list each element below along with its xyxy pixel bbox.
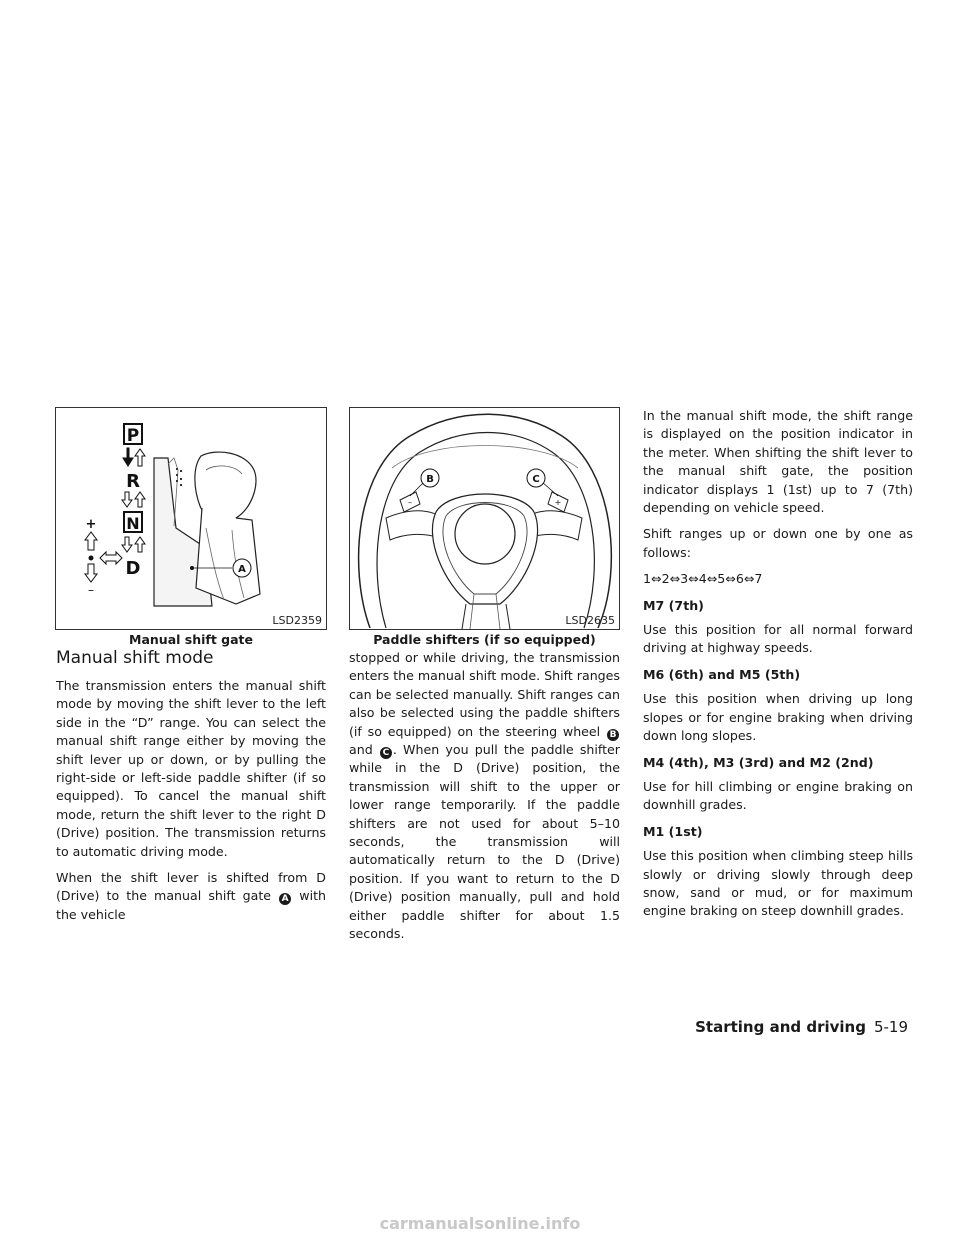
paragraph-text: with the vehicle <box>56 888 326 922</box>
figure-code: LSD2359 <box>272 614 322 627</box>
steering-wheel-illustration <box>350 408 619 629</box>
callout-a-marker: A <box>279 893 291 905</box>
callout-a-label: A <box>238 564 246 575</box>
section-title: Manual shift mode <box>56 648 214 668</box>
paragraph-text: and <box>349 742 379 758</box>
paragraph-text: stopped or while driving, the transmission enters the manual shift mode. Shift ranges can be selected manually. Shift ranges can also be selected using the paddle shifters (if so equipped) on the steering wheel <box>349 650 620 739</box>
range-heading: M6 (6th) and M5 (5th) <box>643 666 801 682</box>
gear-r-label: R <box>126 471 140 492</box>
figure-paddle-shifters <box>349 407 620 630</box>
shift-gate-illustration <box>56 408 326 629</box>
figure-caption: Manual shift gate <box>129 632 253 647</box>
paragraph: Use this position when climbing steep hills slowly or driving slowly through deep snow, sand or mud, or for maximum engine braking on steep downhill grades. <box>643 848 913 919</box>
paragraph: In the manual shift mode, the shift range is displayed on the position indicator in the meter. When shifting the shift lever to the manual shift gate, the position indicator displays 1 (1st) up to 7 (7th) depending on vehicle speed. <box>643 408 913 516</box>
footer-section: Starting and driving <box>695 1018 866 1036</box>
gear-d-label: D <box>125 558 141 579</box>
range-heading: M4 (4th), M3 (3rd) and M2 (2nd) <box>643 754 874 770</box>
paragraph: The transmission enters the manual shift mode by moving the shift lever to the left side in the “D” range. You can select the manual shift range either by moving the shift lever up or down, or by pulling the right-side or left-side paddle shifter (if so equipped). To cancel the manual shift mode, return the shift lever to the right D (Drive) position. The transmission returns to automatic driving mode. <box>56 678 326 859</box>
callout-b-marker: B <box>607 729 619 741</box>
gate-plus-label: + <box>85 517 97 532</box>
range-heading: M7 (7th) <box>643 597 704 613</box>
gear-p-label: P <box>126 426 140 446</box>
paragraph: Use for hill climbing or engine braking on downhill grades. <box>643 778 913 813</box>
paragraph: Shift ranges up or down one by one as follows: <box>643 526 913 560</box>
figure-manual-shift-gate <box>55 407 327 630</box>
paragraph <box>349 649 620 944</box>
paragraph-text: . When you pull the paddle shifter while in the D (Drive) position, the transmission will shift to the upper or lower range temporarily. If the paddle shifters are not used for about 5–10 seconds, the transmission will automatically return to the D (Drive) position. If you want to return to the D (Drive) position manually, pull and hold either paddle shifter for about 1.5 seconds. <box>349 742 620 942</box>
paragraph-text: When the shift lever is shifted from D (Drive) to the manual shift gate <box>56 870 326 904</box>
shift-sequence: 1⇔2⇔3⇔4⇔5⇔6⇔7 <box>643 571 763 587</box>
paddle-plus-label: + <box>554 498 562 507</box>
page-footer <box>695 1018 908 1036</box>
figure-caption: Paddle shifters (if so equipped) <box>373 632 596 647</box>
text-column-1 <box>56 677 326 932</box>
callout-b-label: B <box>426 474 434 485</box>
paragraph: Use this position when driving up long slopes or for engine braking when driving down long slopes. <box>643 691 913 744</box>
paragraph <box>56 869 326 924</box>
callout-c-label: C <box>532 474 540 485</box>
gear-n-label: N <box>126 514 140 533</box>
text-column-2 <box>349 649 620 952</box>
footer-page-number: 5-19 <box>873 1018 908 1036</box>
figure-code: LSD2635 <box>565 614 615 627</box>
gate-minus-label: – <box>88 583 94 597</box>
watermark: carmanualsonline.info <box>379 1214 581 1233</box>
paddle-minus-label: – <box>408 498 412 507</box>
paragraph: Use this position for all normal forward driving at highway speeds. <box>643 622 913 656</box>
callout-c-marker: C <box>380 747 392 759</box>
range-heading: M1 (1st) <box>643 823 703 839</box>
text-column-3 <box>643 407 913 929</box>
